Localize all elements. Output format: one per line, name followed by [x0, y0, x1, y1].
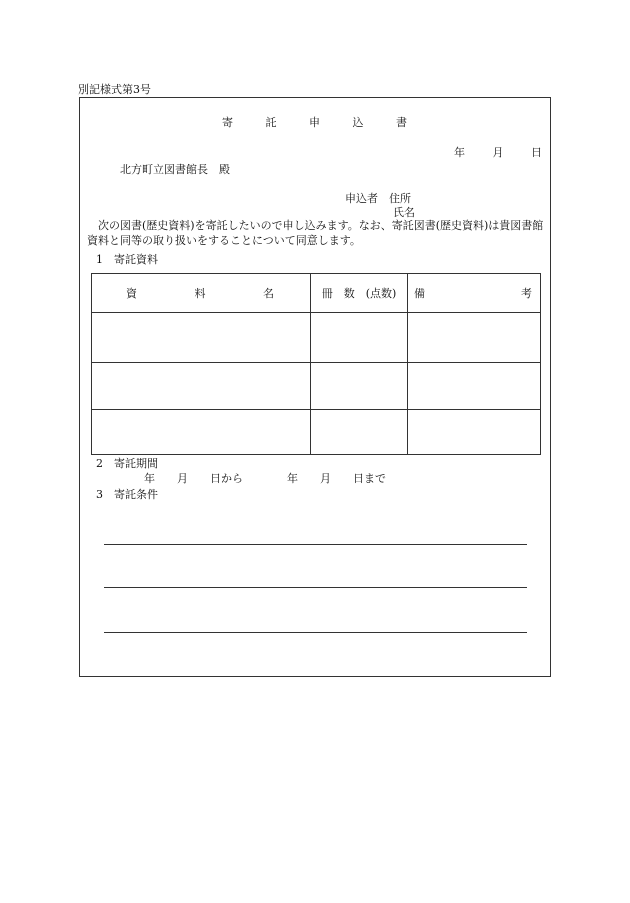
count-cell[interactable] — [311, 410, 408, 455]
deposit-items-table — [91, 273, 541, 455]
table-row — [92, 363, 541, 410]
document-title — [0, 114, 630, 130]
header-count: 冊 数 (点数) — [311, 274, 408, 313]
count-cell[interactable] — [311, 313, 408, 363]
table-header-row — [92, 274, 541, 313]
remarks-cell[interactable] — [408, 410, 541, 455]
applicant-name-label: 氏名 — [393, 206, 415, 219]
header-material-name — [92, 274, 311, 313]
date-line — [454, 144, 542, 160]
header-char: 料 — [194, 287, 206, 300]
date-day-label: 日 — [531, 146, 542, 159]
title-char: 込 — [352, 116, 365, 129]
title-char: 申 — [309, 116, 321, 129]
body-text-content: 次の図書(歴史資料)を寄託したいので申し込みます。なお、寄託図書(歴史資料)は貴図書館資料と同等の取り扱いをすることについて同意します。 — [87, 219, 544, 247]
header-remarks — [408, 274, 541, 313]
table-row — [92, 313, 541, 363]
header-char: 資 — [126, 287, 137, 300]
material-name-cell[interactable] — [92, 313, 311, 363]
conditions-line[interactable] — [104, 544, 527, 545]
body-text — [87, 218, 545, 248]
header-char: 考 — [521, 287, 532, 300]
table-row — [92, 410, 541, 455]
remarks-cell[interactable] — [408, 313, 541, 363]
applicant-address-label: 申込者 住所 — [345, 192, 411, 205]
remarks-cell[interactable] — [408, 363, 541, 410]
material-name-cell[interactable] — [92, 410, 311, 455]
title-char: 寄 — [222, 116, 234, 129]
conditions-line[interactable] — [104, 632, 527, 633]
title-char: 託 — [265, 116, 278, 129]
addressee: 北方町立図書館長 殿 — [120, 163, 230, 176]
deposit-period-line: 年 月 日から 年 月 日まで — [144, 472, 386, 485]
date-month-label: 月 — [492, 146, 504, 159]
header-char: 備 — [414, 287, 425, 300]
header-char: 名 — [263, 287, 274, 300]
section2-heading: 2 寄託期間 — [96, 457, 158, 470]
section3-heading: 3 寄託条件 — [96, 488, 158, 501]
material-name-cell[interactable] — [92, 363, 311, 410]
title-char: 書 — [396, 116, 408, 129]
section1-heading: 1 寄託資料 — [96, 253, 158, 266]
count-cell[interactable] — [311, 363, 408, 410]
conditions-line[interactable] — [104, 587, 527, 588]
form-number: 別記様式第3号 — [78, 83, 151, 96]
date-year-label: 年 — [454, 146, 465, 159]
